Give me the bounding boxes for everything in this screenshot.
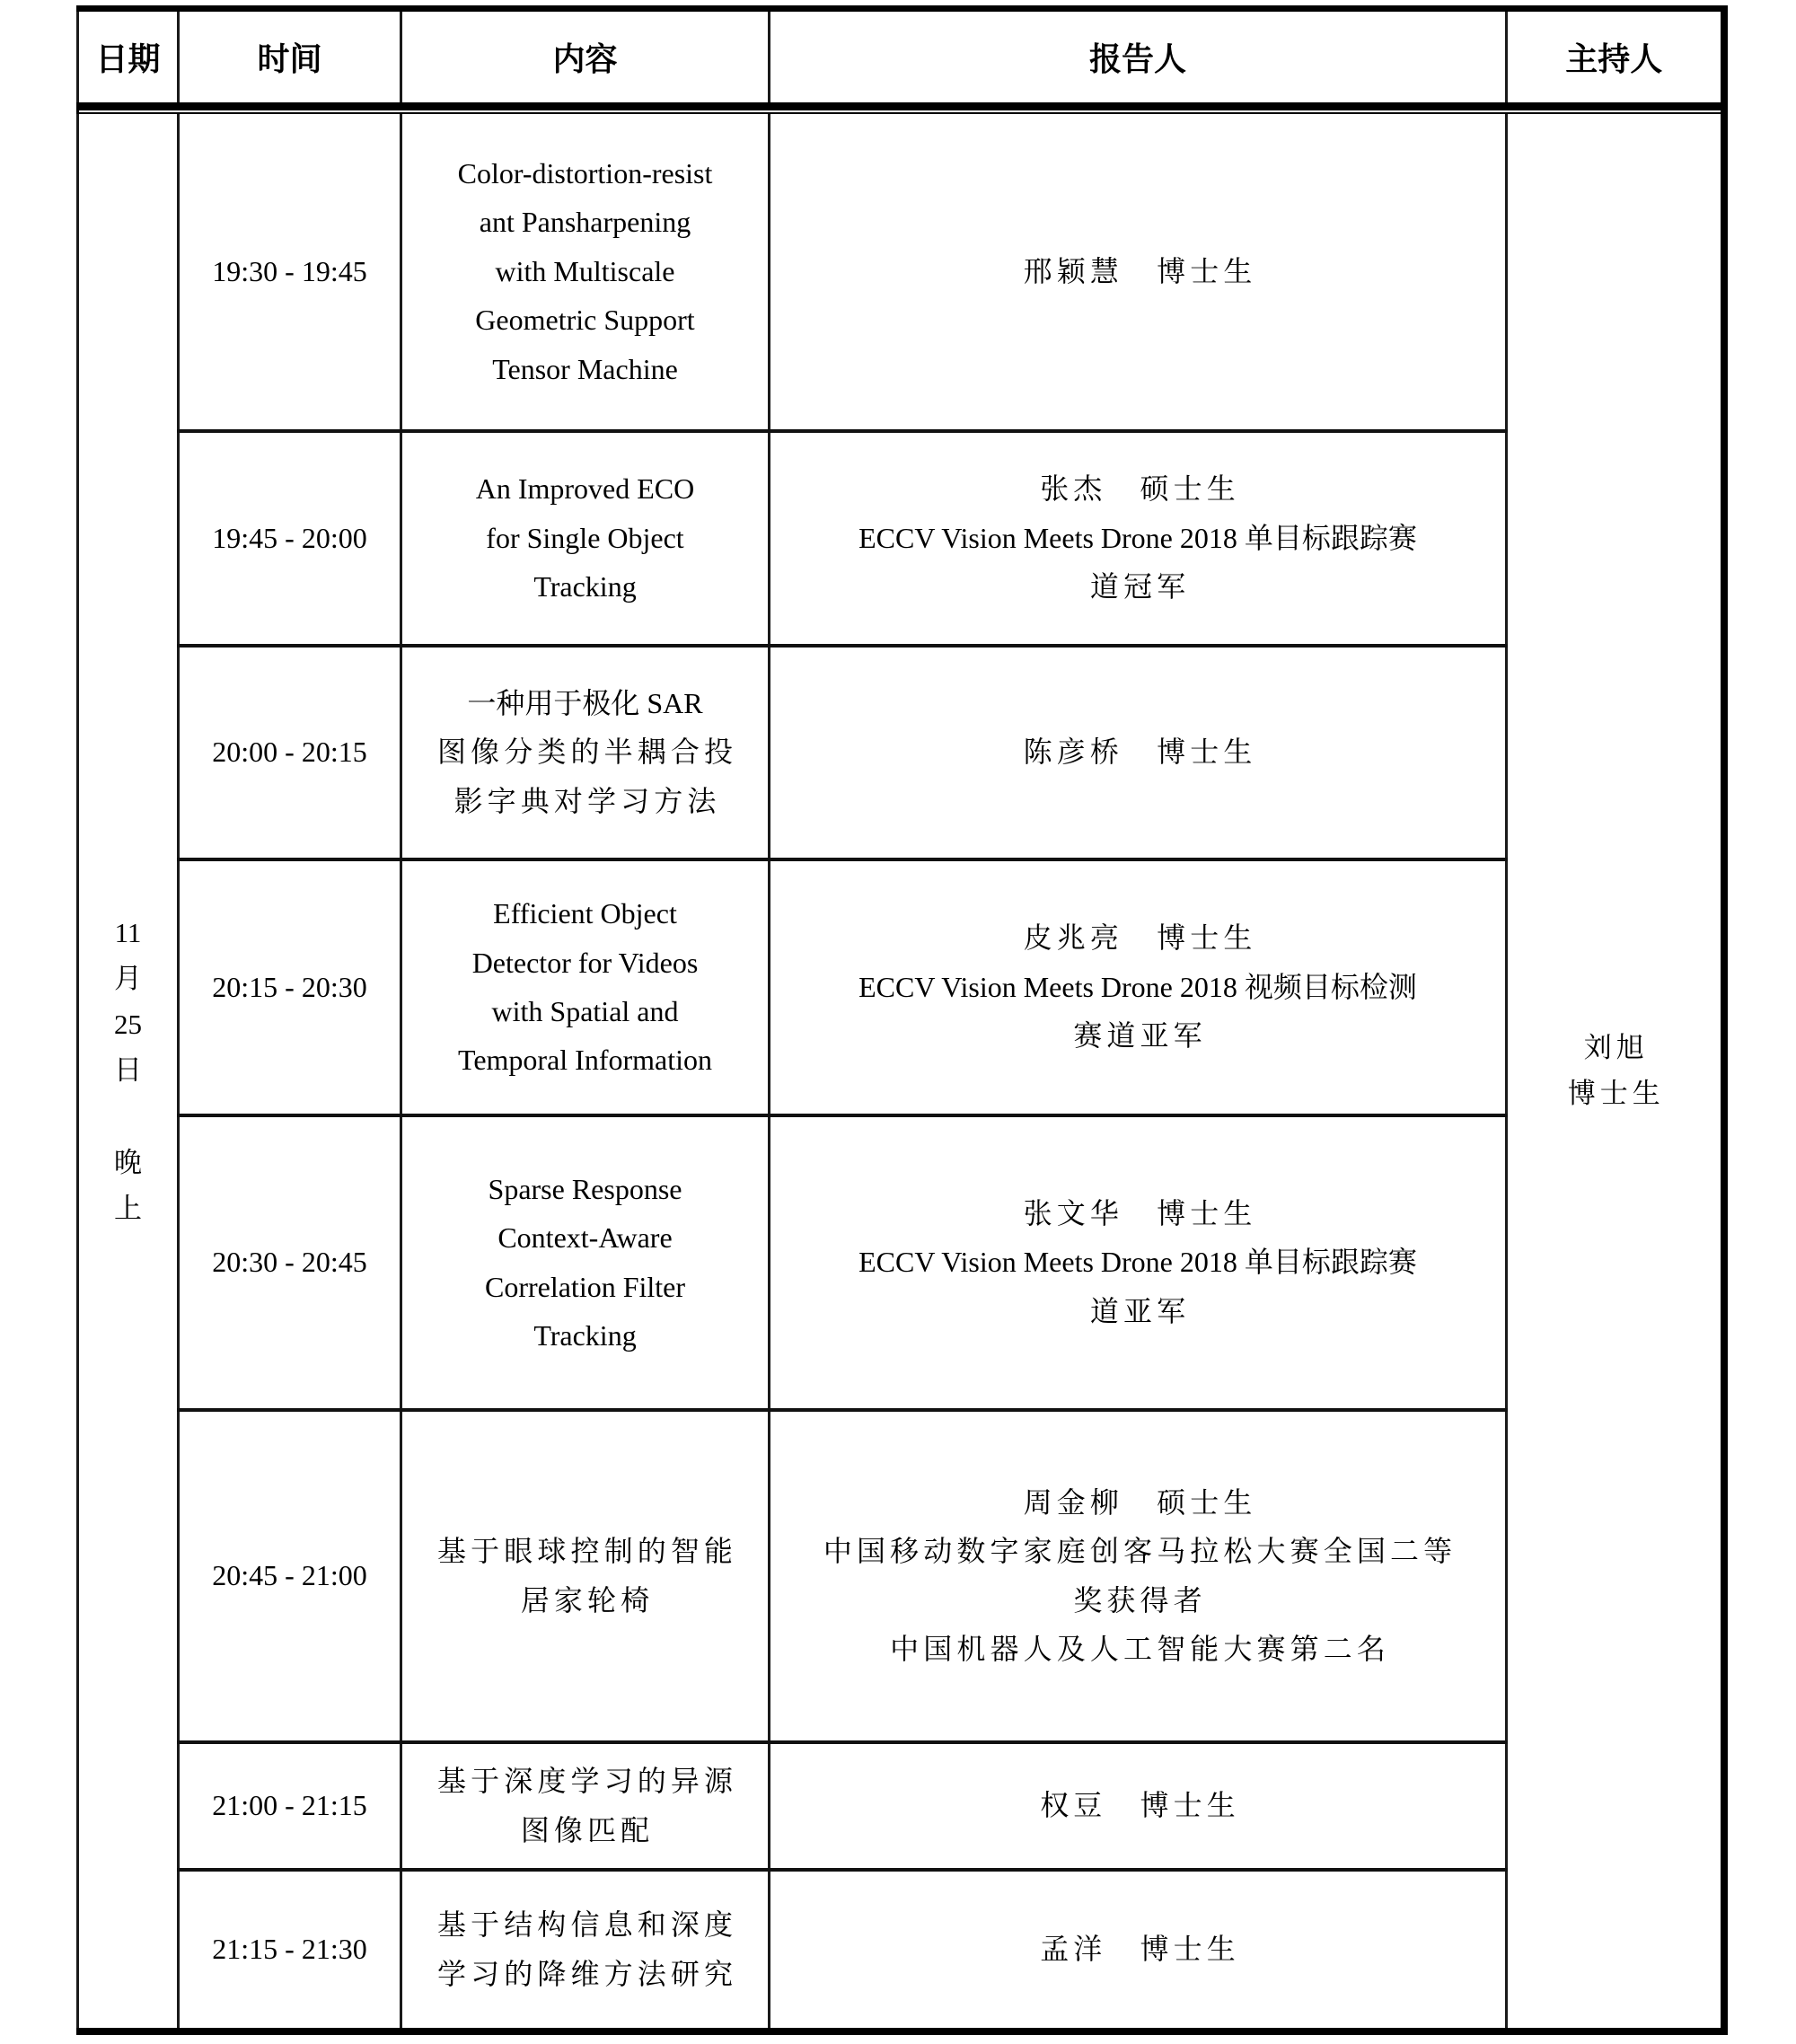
time-cell: 20:15 - 20:30 (179, 859, 401, 1115)
time-cell: 21:00 - 21:15 (179, 1742, 401, 1870)
host-cell: 刘旭 博士生 (1507, 114, 1724, 2031)
header-content: 内容 (401, 9, 770, 102)
speaker-cell: 张文华 博士生 ECCV Vision Meets Drone 2018 单目标跟踪赛 道亚军 (770, 1115, 1507, 1410)
table-row (78, 646, 1724, 859)
content-cell: Color-distortion-resist ant Pansharpening with Multiscale Geometric Support Tensor Machine (401, 114, 770, 431)
time-cell: 19:30 - 19:45 (179, 114, 401, 431)
header-separator-rule (78, 102, 1724, 114)
content-cell: 一种用于极化 SAR 图像分类的半耦合投 影字典对学习方法 (401, 646, 770, 859)
content-cell: Efficient Object Detector for Videos with Spatial and Temporal Information (401, 859, 770, 1115)
speaker-cell: 邢颖慧 博士生 (770, 114, 1507, 431)
table-row (78, 1870, 1724, 2031)
content-cell: An Improved ECO for Single Object Tracking (401, 431, 770, 646)
content-cell: 基于深度学习的异源 图像匹配 (401, 1742, 770, 1870)
content-cell: 基于结构信息和深度 学习的降维方法研究 (401, 1870, 770, 2031)
content-cell: 基于眼球控制的智能 居家轮椅 (401, 1410, 770, 1742)
speaker-cell: 周金柳 硕士生 中国移动数字家庭创客马拉松大赛全国二等 奖获得者 中国机器人及人工智能大赛第二名 (770, 1410, 1507, 1742)
table-row (78, 859, 1724, 1115)
date-cell: 11 月 25 日 晚 上 (78, 114, 179, 2031)
content-cell: Sparse Response Context-Aware Correlation Filter Tracking (401, 1115, 770, 1410)
speaker-cell: 权豆 博士生 (770, 1742, 1507, 1870)
table-row (78, 1410, 1724, 1742)
header-host: 主持人 (1507, 9, 1724, 102)
time-cell: 20:30 - 20:45 (179, 1115, 401, 1410)
time-cell: 20:00 - 20:15 (179, 646, 401, 859)
time-cell: 21:15 - 21:30 (179, 1870, 401, 2031)
table-row (78, 114, 1724, 431)
header-speaker: 报告人 (770, 9, 1507, 102)
table-row (78, 1115, 1724, 1410)
table-row (78, 431, 1724, 646)
header-time: 时间 (179, 9, 401, 102)
table-row (78, 1742, 1724, 1870)
speaker-cell: 张杰 硕士生 ECCV Vision Meets Drone 2018 单目标跟踪赛 道冠军 (770, 431, 1507, 646)
time-cell: 19:45 - 20:00 (179, 431, 401, 646)
time-cell: 20:45 - 21:00 (179, 1410, 401, 1742)
header-date: 日期 (78, 9, 179, 102)
speaker-cell: 陈彦桥 博士生 (770, 646, 1507, 859)
schedule-table (76, 5, 1728, 2035)
speaker-cell: 孟洋 博士生 (770, 1870, 1507, 2031)
header-separator (78, 102, 1724, 114)
header-row (78, 9, 1724, 102)
speaker-cell: 皮兆亮 博士生 ECCV Vision Meets Drone 2018 视频目标检测 赛道亚军 (770, 859, 1507, 1115)
